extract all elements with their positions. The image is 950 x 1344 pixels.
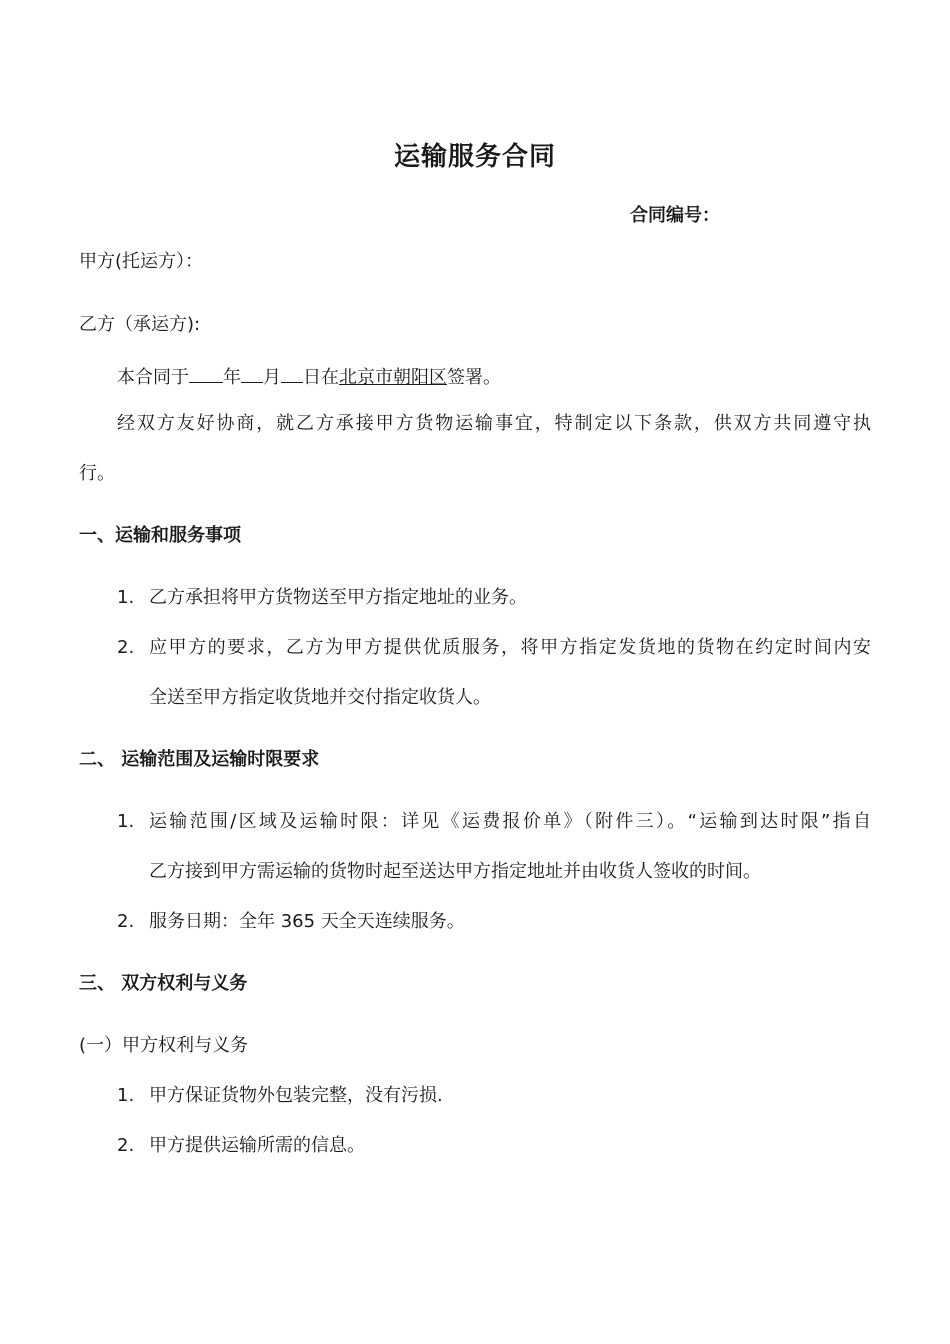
section-1-item-2-line-2: 全送至甲方指定收货地并交付指定收货人。 xyxy=(149,687,491,708)
month-blank xyxy=(241,364,263,383)
signing-suffix: 签署。 xyxy=(447,367,501,388)
party-b-label: 乙方（承运方): xyxy=(79,314,201,335)
section-3-item-1-text: 甲方保证货物外包装完整，没有污损. xyxy=(149,1085,443,1106)
section-1-item-1-text: 乙方承担将甲方货物送至甲方指定地址的业务。 xyxy=(149,587,527,608)
signing-line xyxy=(117,364,501,390)
year-blank xyxy=(189,364,223,383)
section-2-heading: 二、 运输范围及运输时限要求 xyxy=(79,749,320,770)
section-1-item-2-number: 2. xyxy=(117,637,135,658)
section-1-heading: 一、运输和服务事项 xyxy=(79,525,241,546)
section-2-item-1-number: 1. xyxy=(117,811,135,832)
document-title: 运输服务合同 xyxy=(393,142,556,172)
section-3-item-2-text: 甲方提供运输所需的信息。 xyxy=(149,1135,365,1156)
section-1-item-2-line-1: 应甲方的要求，乙方为甲方提供优质服务，将甲方指定发货地的货物在约定时间内安 xyxy=(149,637,871,658)
section-2-item-1-line-1: 运输范围/区域及运输时限：详见《运费报价单》（附件三）。“运输到达时限”指自 xyxy=(149,811,871,832)
section-3-item-1-number: 1. xyxy=(117,1085,135,1106)
signing-prefix: 本合同于 xyxy=(117,367,189,388)
section-3-subheading: (一）甲方权利与义务 xyxy=(79,1035,249,1056)
signing-place: 北京市朝阳区 xyxy=(339,367,447,388)
contract-number-label: 合同编号： xyxy=(630,205,720,226)
signing-year: 年 xyxy=(223,367,241,388)
day-blank xyxy=(281,364,303,383)
preamble-line-2: 行。 xyxy=(79,463,115,484)
preamble-line-1: 经双方友好协商，就乙方承接甲方货物运输事宜，特制定以下条款，供双方共同遵守执 xyxy=(117,413,871,434)
section-2-item-2-number: 2. xyxy=(117,911,135,932)
party-a-label: 甲方(托运方）： xyxy=(79,251,204,272)
section-1-item-1-number: 1. xyxy=(117,587,135,608)
section-3-heading: 三、 双方权利与义务 xyxy=(79,973,248,994)
section-2-item-2-text: 服务日期：全年 365 天全天连续服务。 xyxy=(149,911,465,932)
signing-month: 月 xyxy=(263,367,281,388)
signing-day: 日在 xyxy=(303,367,339,388)
section-3-item-2-number: 2. xyxy=(117,1135,135,1156)
section-2-item-1-line-2: 乙方接到甲方需运输的货物时起至送达甲方指定地址并由收货人签收的时间。 xyxy=(149,861,761,882)
